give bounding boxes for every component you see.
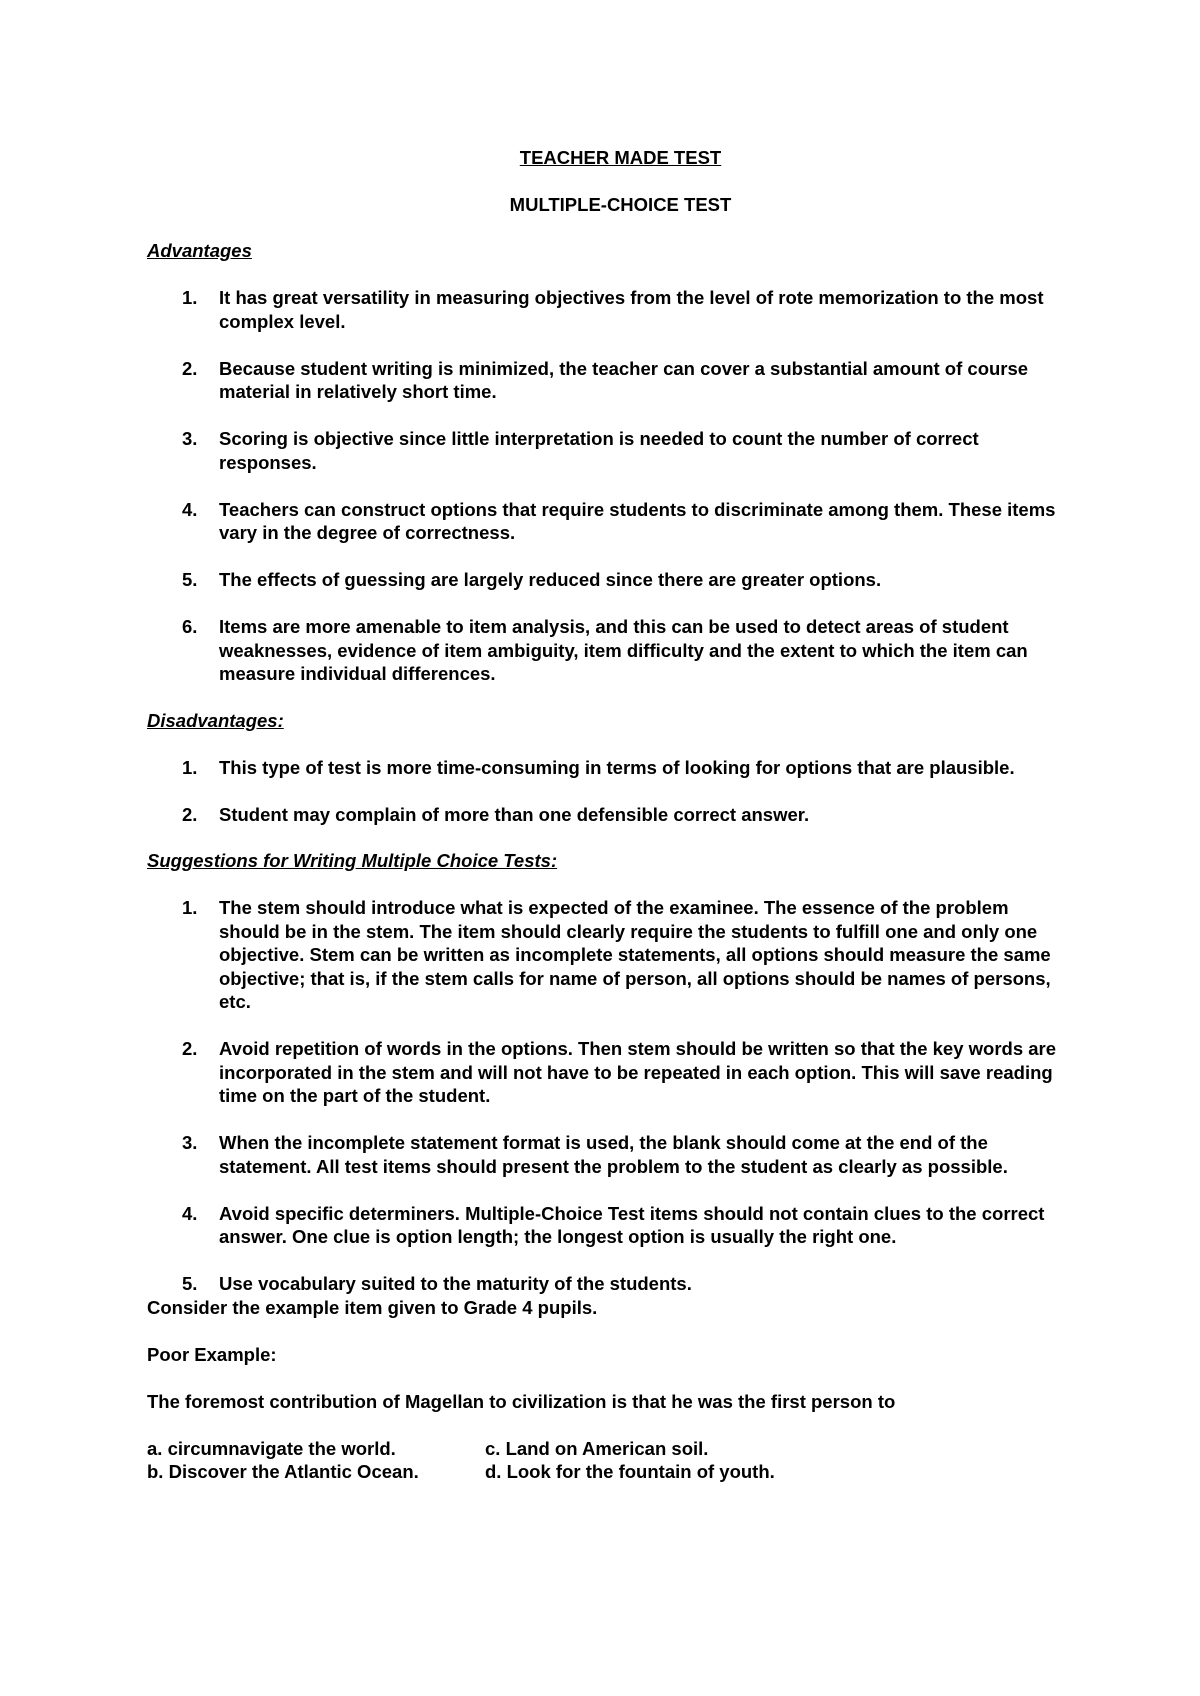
list-item [147, 756, 1072, 780]
list-text: Items are more amenable to item analysis, and this can be used to detect areas of student weaknesses, evidence of item ambiguity, item difficulty and the extent to which the item can measure individual differences. [219, 616, 1028, 684]
list-number: 4. [182, 498, 198, 520]
list-item [147, 896, 1072, 1014]
list-number: 1. [182, 897, 198, 918]
poor-example-label: Poor Example: [147, 1343, 277, 1365]
list-text: Avoid specific determiners. Multiple-Choice Test items should not contain clues to the correct answer. One clue is option length; the longest option is usually the right one. [219, 1202, 1045, 1247]
list-number: 1. [182, 756, 198, 778]
list-number: 3. [182, 1132, 198, 1153]
option-c: c. Land on American soil. [485, 1437, 709, 1459]
list-text: Teachers can construct options that require students to discriminate among them. These items vary in the degree of correctness. [219, 498, 1056, 543]
list-text: It has great versatility in measuring objectives from the level of rote memorization to the most complex level. [219, 287, 1044, 332]
list-text: When the incomplete statement format is used, the blank should come at the end of the statement. All test items should present the problem to the student as clearly as possible. [219, 1132, 1008, 1177]
example-options [147, 1437, 1072, 1484]
list-number: 1. [182, 287, 198, 308]
example-stem: The foremost contribution of Magellan to civilization is that he was the first person to [147, 1390, 896, 1412]
consider-line: Consider the example item given to Grade 4 pupils. [147, 1296, 598, 1318]
list-number: 4. [182, 1202, 198, 1224]
list-item [147, 1037, 1072, 1108]
list-item [147, 1202, 1072, 1249]
list-text: This type of test is more time-consuming in terms of looking for options that are plausible. [219, 756, 1015, 778]
list-item [147, 803, 1072, 827]
document-subtitle: MULTIPLE-CHOICE TEST [509, 193, 732, 215]
list-item [147, 427, 1072, 474]
option-a: a. circumnavigate the world. [147, 1437, 396, 1459]
disadvantages-list [147, 756, 1072, 827]
list-item [147, 615, 1072, 686]
disadvantages-heading: Disadvantages: [147, 709, 284, 731]
suggestions-list [147, 896, 1072, 1296]
list-text: Student may complain of more than one defensible correct answer. [219, 803, 810, 825]
list-item [147, 498, 1072, 545]
list-text: Scoring is objective since little interpretation is needed to count the number of correct responses. [219, 428, 979, 473]
suggestions-heading: Suggestions for Writing Multiple Choice Tests: [147, 850, 558, 871]
list-text: Avoid repetition of words in the options. Then stem should be written so that the key words are incorporated in the stem and will not have to be repeated in each option. This will save reading time on the part of the student. [219, 1038, 1057, 1106]
advantages-heading: Advantages [147, 240, 252, 261]
list-text: Because student writing is minimized, the teacher can cover a substantial amount of course material in relatively short time. [219, 357, 1029, 402]
list-number: 3. [182, 428, 198, 449]
list-item [147, 286, 1072, 333]
advantages-list [147, 286, 1072, 686]
option-b: b. Discover the Atlantic Ocean. [147, 1461, 419, 1482]
list-number: 2. [182, 803, 198, 825]
document-content [147, 146, 1072, 1484]
list-number: 5. [182, 569, 198, 590]
document-title: TEACHER MADE TEST [519, 147, 722, 168]
list-item [147, 357, 1072, 404]
list-number: 2. [182, 357, 198, 379]
option-d: d. Look for the fountain of youth. [485, 1461, 775, 1482]
list-item [147, 568, 1072, 592]
list-text: Use vocabulary suited to the maturity of the students. [219, 1273, 692, 1294]
list-number: 6. [182, 616, 198, 637]
list-text: The effects of guessing are largely reduced since there are greater options. [219, 569, 882, 590]
list-number: 2. [182, 1038, 198, 1059]
list-item [147, 1272, 1072, 1296]
list-text: The stem should introduce what is expected of the examinee. The essence of the problem should be in the stem. The item should clearly require the students to fulfill one and only one objective. Stem can be written as incomplete statements, all options should measure the same objective; that is, if the stem calls for name of person, all options should be names of persons, etc. [219, 897, 1051, 1012]
list-number: 5. [182, 1273, 198, 1294]
list-item [147, 1131, 1072, 1178]
